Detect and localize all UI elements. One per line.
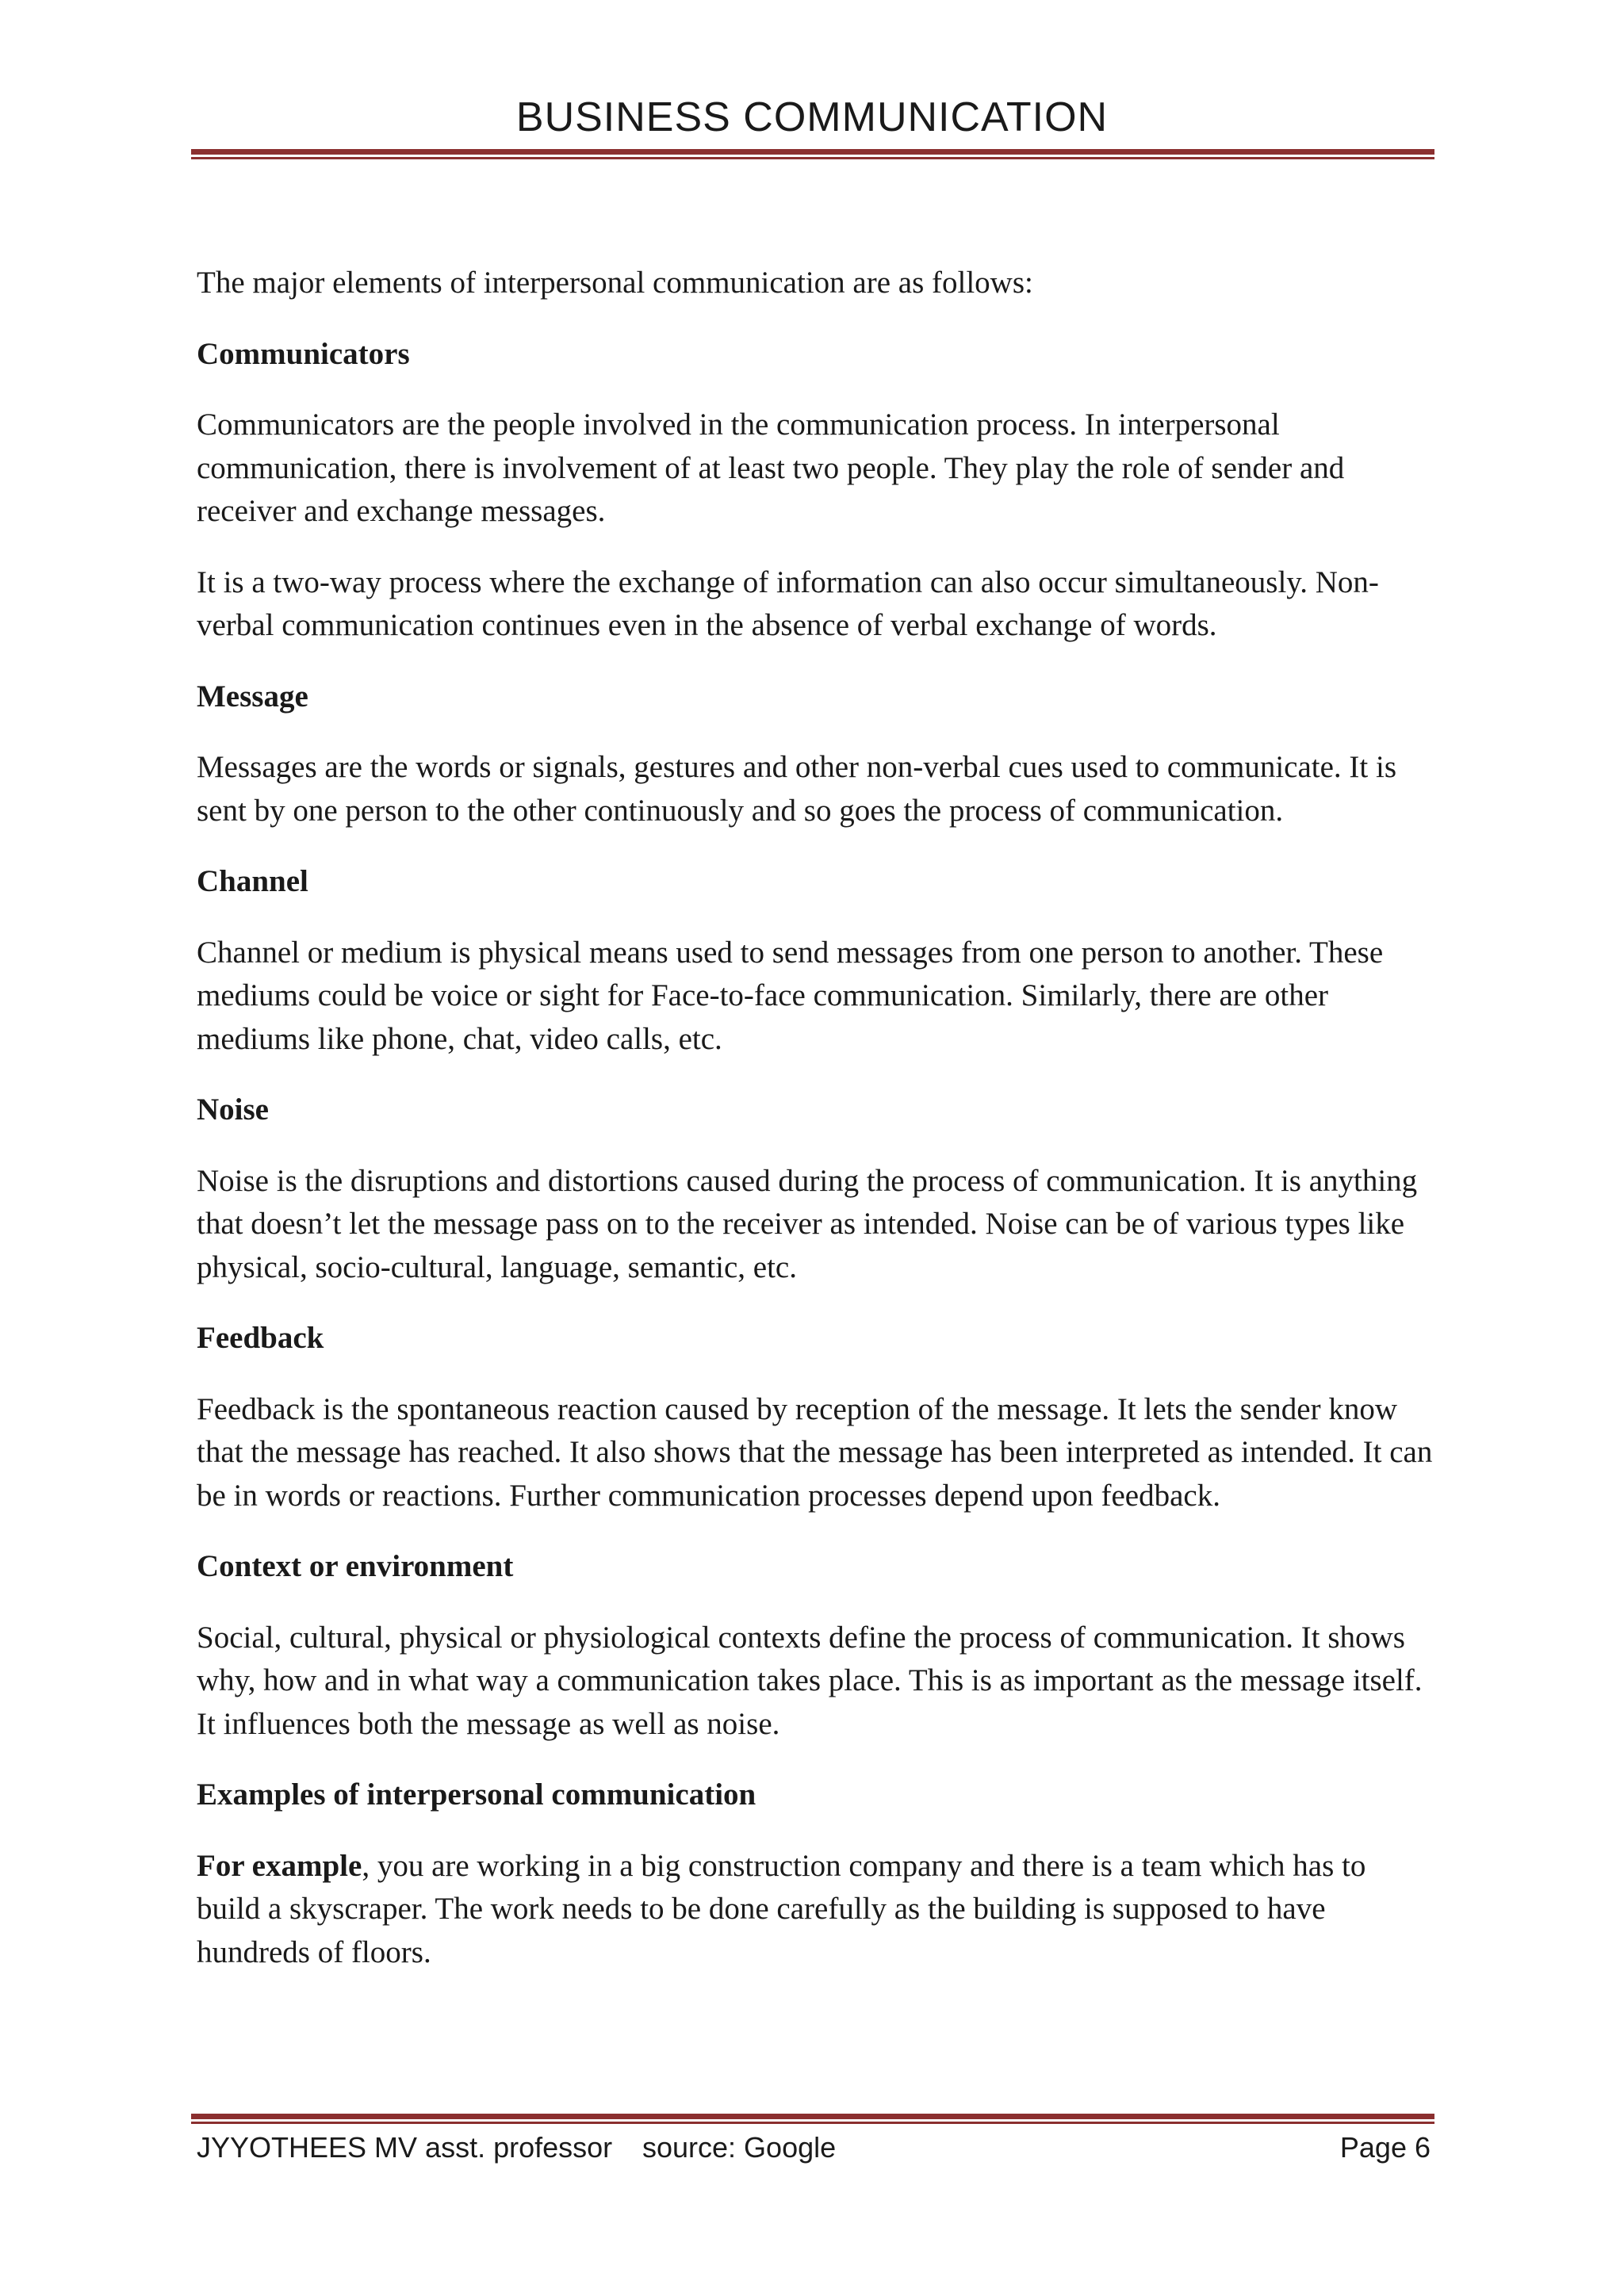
feedback-paragraph: Feedback is the spontaneous reaction caused by reception of the message. It lets the sender know that the message has reached. It also shows that the message has been interpreted as intended. It can be in words or reactions. Further communication processes depend upon feedback. [197, 1391, 1433, 1513]
section-heading-feedback: Feedback [197, 1321, 324, 1355]
communicators-paragraph-1: Communicators are the people involved in the communication process. In interpersonal communication, there is involvement of at least two people. They play the role of sender and receiver and exchange messages. [197, 408, 1345, 528]
example-text: , you are working in a big construction company and there is a team which has to build a skyscraper. The work needs to be done carefully as the building is supposed to have hundreds of floors. [197, 1848, 1366, 1969]
example-lead: For example [197, 1848, 362, 1883]
footer-author: JYYOTHEES MV asst. professor [197, 2131, 613, 2164]
section-heading-examples: Examples of interpersonal communication [197, 1777, 756, 1812]
header-rule [191, 149, 1434, 159]
footer-source: source: Google [642, 2131, 837, 2164]
example-paragraph [197, 1845, 1434, 1975]
section-heading-message: Message [197, 679, 308, 714]
intro-paragraph: The major elements of interpersonal communication are as follows: [197, 266, 1033, 300]
section-heading-channel: Channel [197, 864, 308, 898]
page-header-title: BUSINESS COMMUNICATION [515, 94, 1109, 140]
noise-paragraph: Noise is the disruptions and distortions caused during the process of communication. It is anything that doesn’t let the message pass on to the receiver as intended. Noise can be of various types like physical, socio-cultural, language, semantic, etc. [197, 1163, 1418, 1284]
section-heading-noise: Noise [197, 1093, 269, 1127]
communicators-paragraph-2: It is a two-way process where the exchange of information can also occur simultaneously. Non-verbal communication continues even in the absence of verbal exchange of words. [197, 564, 1379, 642]
page-content [197, 262, 1434, 2002]
footer-page-number: Page 6 [1339, 2131, 1431, 2164]
section-heading-communicators: Communicators [197, 336, 410, 371]
message-paragraph: Messages are the words or signals, gestures and other non-verbal cues used to communicate. It is sent by one person to the other continuously and so goes the process of communication. [197, 750, 1397, 828]
footer-rule [191, 2114, 1434, 2124]
section-heading-context: Context or environment [197, 1549, 514, 1583]
channel-paragraph: Channel or medium is physical means used to send messages from one person to another. These mediums could be voice or sight for Face-to-face communication. Similarly, there are other mediums like phone, chat, video calls, etc. [197, 935, 1384, 1056]
context-paragraph: Social, cultural, physical or physiological contexts define the process of communication. It shows why, how and in what way a communication takes place. This is as important as the message itself. It influences both the message as well as noise. [197, 1620, 1423, 1741]
